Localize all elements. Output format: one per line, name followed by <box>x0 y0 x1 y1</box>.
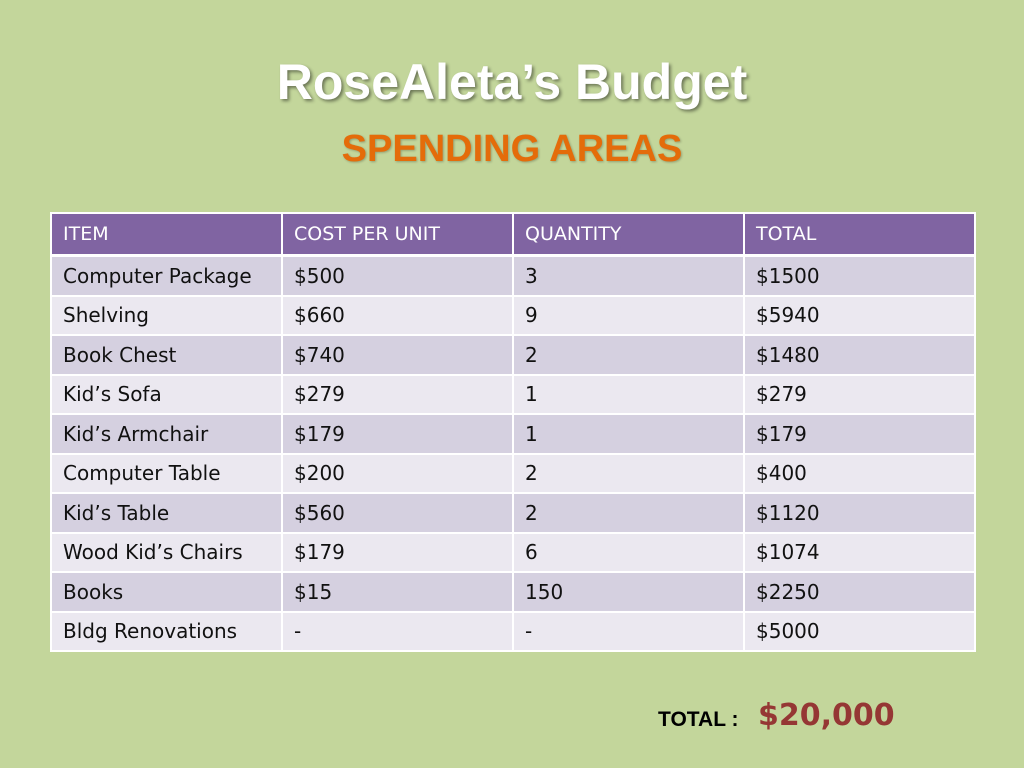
cell-cost: $560 <box>282 493 513 533</box>
cell-item: Kid’s Sofa <box>51 375 282 415</box>
cell-total: $5000 <box>744 612 975 652</box>
cell-quantity: 9 <box>513 296 744 336</box>
table-row <box>51 414 975 454</box>
cell-quantity: 1 <box>513 375 744 415</box>
cell-quantity: 1 <box>513 414 744 454</box>
cell-total: $179 <box>744 414 975 454</box>
header-total: TOTAL <box>744 213 975 256</box>
slide-subtitle: SPENDING AREAS <box>341 128 683 170</box>
cell-cost: $15 <box>282 572 513 612</box>
table-row <box>51 493 975 533</box>
cell-total: $1120 <box>744 493 975 533</box>
cell-item: Kid’s Armchair <box>51 414 282 454</box>
table-row <box>51 256 975 296</box>
cell-cost: $740 <box>282 335 513 375</box>
slide-title: RoseAleta’s Budget <box>276 54 748 110</box>
cell-item: Books <box>51 572 282 612</box>
header-item: ITEM <box>51 213 282 256</box>
table-row <box>51 612 975 652</box>
cell-cost: $200 <box>282 454 513 494</box>
table-row <box>51 572 975 612</box>
header-quantity: QUANTITY <box>513 213 744 256</box>
cell-total: $1480 <box>744 335 975 375</box>
cell-cost: $660 <box>282 296 513 336</box>
cell-item: Computer Package <box>51 256 282 296</box>
cell-item: Kid’s Table <box>51 493 282 533</box>
table-row <box>51 296 975 336</box>
table-header-row <box>51 213 975 256</box>
cell-total: $1074 <box>744 533 975 573</box>
cell-cost: $179 <box>282 533 513 573</box>
cell-quantity: 3 <box>513 256 744 296</box>
cell-total: $5940 <box>744 296 975 336</box>
cell-total: $1500 <box>744 256 975 296</box>
table-row <box>51 454 975 494</box>
cell-cost: $179 <box>282 414 513 454</box>
cell-cost: - <box>282 612 513 652</box>
cell-item: Bldg Renovations <box>51 612 282 652</box>
cell-cost: $279 <box>282 375 513 415</box>
cell-quantity: 2 <box>513 335 744 375</box>
cell-quantity: 6 <box>513 533 744 573</box>
cell-quantity: - <box>513 612 744 652</box>
cell-cost: $500 <box>282 256 513 296</box>
total-label: TOTAL : <box>658 708 739 731</box>
cell-total: $2250 <box>744 572 975 612</box>
cell-item: Shelving <box>51 296 282 336</box>
cell-total: $279 <box>744 375 975 415</box>
total-value: $20,000 <box>758 698 895 733</box>
cell-quantity: 150 <box>513 572 744 612</box>
cell-item: Computer Table <box>51 454 282 494</box>
header-cost-per-unit: COST PER UNIT <box>282 213 513 256</box>
table-row <box>51 375 975 415</box>
cell-total: $400 <box>744 454 975 494</box>
budget-table <box>50 212 976 652</box>
cell-quantity: 2 <box>513 493 744 533</box>
cell-item: Wood Kid’s Chairs <box>51 533 282 573</box>
cell-item: Book Chest <box>51 335 282 375</box>
table-row <box>51 533 975 573</box>
cell-quantity: 2 <box>513 454 744 494</box>
table-row <box>51 335 975 375</box>
